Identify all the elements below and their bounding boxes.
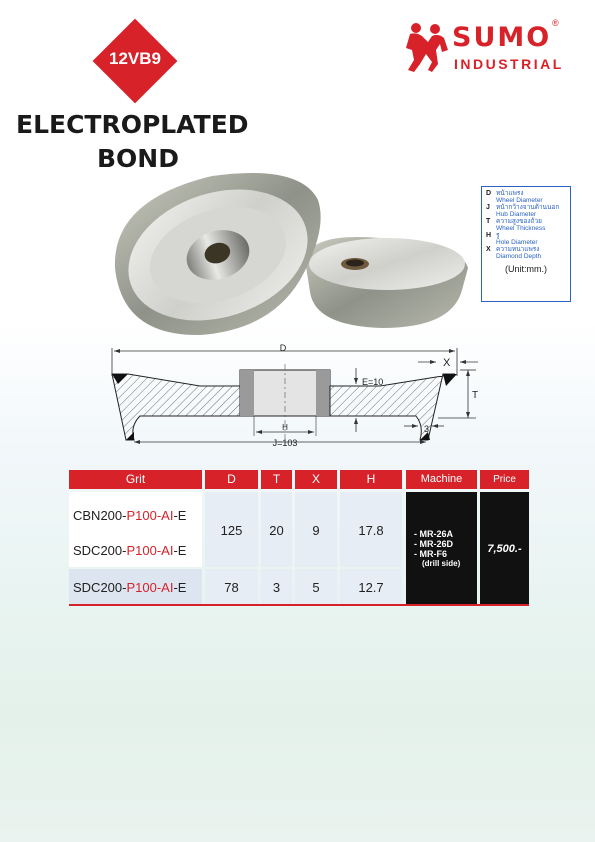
legend-item <box>486 190 566 204</box>
machine-item: - MR-F6 <box>414 549 447 559</box>
label-d: D <box>279 343 287 353</box>
grit-part: -E <box>173 508 187 523</box>
label-h: H <box>282 423 288 432</box>
price-value: 7,500.- <box>487 543 522 555</box>
legend-key: T <box>486 218 491 225</box>
grit-part: CBN200- <box>73 508 127 523</box>
cell-d-2: 78 <box>224 580 239 595</box>
legend-text <box>496 246 566 260</box>
cell-d-1: 125 <box>220 523 243 538</box>
legend-thai: ความหนาแพรง <box>496 246 540 253</box>
legend-thai: หน้าแพรง <box>496 190 524 197</box>
legend-key: J <box>486 204 490 211</box>
header-x: X <box>295 470 337 489</box>
legend-key: D <box>486 190 492 197</box>
cell-h-2: 12.7 <box>358 580 384 595</box>
legend-item <box>486 232 566 246</box>
machine-note: (drill side) <box>422 559 461 568</box>
grit-sdc200-b <box>73 580 186 595</box>
legend-item <box>486 204 566 218</box>
legend-key: X <box>486 246 491 253</box>
wheel-front <box>111 168 324 340</box>
grit-part: SDC200- <box>73 543 127 558</box>
legend-thai: หน้ากว้างจานด้านนอก <box>496 204 560 211</box>
header-machine: Machine <box>406 470 477 489</box>
legend-en: Hub Diameter <box>496 211 537 218</box>
dimension-legend <box>481 186 571 302</box>
cell-x-1: 9 <box>312 523 320 538</box>
header-h: H <box>340 470 402 489</box>
legend-en: Wheel Diameter <box>496 197 543 204</box>
legend-text <box>496 204 566 218</box>
header-d: D <box>205 470 258 489</box>
sumo-logo <box>402 18 572 78</box>
header-t: T <box>261 470 292 489</box>
grit-part: P100-AI <box>126 543 174 558</box>
label-e: E=10 <box>362 377 384 387</box>
legend-en: Wheel Thickness <box>496 225 546 232</box>
legend-thai: รู <box>496 232 500 239</box>
machine-cell <box>406 492 477 604</box>
price-cell <box>480 492 529 604</box>
grit-part: SDC200- <box>73 580 127 595</box>
header-grit: Grit <box>69 470 202 489</box>
wheel-back <box>305 237 468 328</box>
header-price: Price <box>480 470 529 489</box>
brand-subtitle: INDUSTRIAL <box>454 56 564 72</box>
label-3: 3 <box>424 424 430 434</box>
spec-table <box>69 470 529 606</box>
sumo-wrestler-icon <box>402 20 452 74</box>
grit-part: P100-AI <box>126 508 174 523</box>
legend-item <box>486 218 566 232</box>
legend-text <box>496 232 566 246</box>
grit-part: -E <box>173 580 187 595</box>
table-bottom-line <box>69 604 529 606</box>
machine-item: - MR-26A <box>414 529 454 539</box>
label-t: T <box>472 390 479 401</box>
title-line-2: BOND <box>97 144 179 173</box>
legend-en: Diamond Depth <box>496 253 542 260</box>
legend-item <box>486 246 566 260</box>
grit-part: -E <box>173 543 187 558</box>
cell-x-2: 5 <box>312 580 320 595</box>
cell-t-2: 3 <box>272 580 281 595</box>
cell-h-1: 17.8 <box>358 523 384 538</box>
legend-en: Hole Diameter <box>496 239 538 246</box>
grit-cbn200 <box>73 508 186 523</box>
machine-item: - MR-26D <box>414 539 454 549</box>
title-line-1: ELECTROPLATED <box>16 110 249 139</box>
product-code: 12VB9 <box>109 49 161 68</box>
brand-name: SUMO <box>452 22 552 53</box>
legend-key: H <box>486 232 492 239</box>
label-j: J=103 <box>272 438 298 448</box>
product-photo <box>100 160 480 340</box>
legend-unit: (Unit:mm.) <box>505 264 547 274</box>
label-x: X <box>443 357 451 369</box>
legend-text <box>496 218 566 232</box>
legend-thai: ความสูงของถ้วย <box>496 218 542 225</box>
legend-text <box>496 190 566 204</box>
technical-drawing <box>100 340 490 450</box>
product-code-badge <box>92 18 178 104</box>
grit-part: P100-AI <box>126 580 174 595</box>
cell-t-1: 20 <box>269 523 284 538</box>
registered-mark: ® <box>552 18 559 28</box>
machine-list <box>414 529 460 569</box>
grit-sdc200-a <box>73 543 186 558</box>
